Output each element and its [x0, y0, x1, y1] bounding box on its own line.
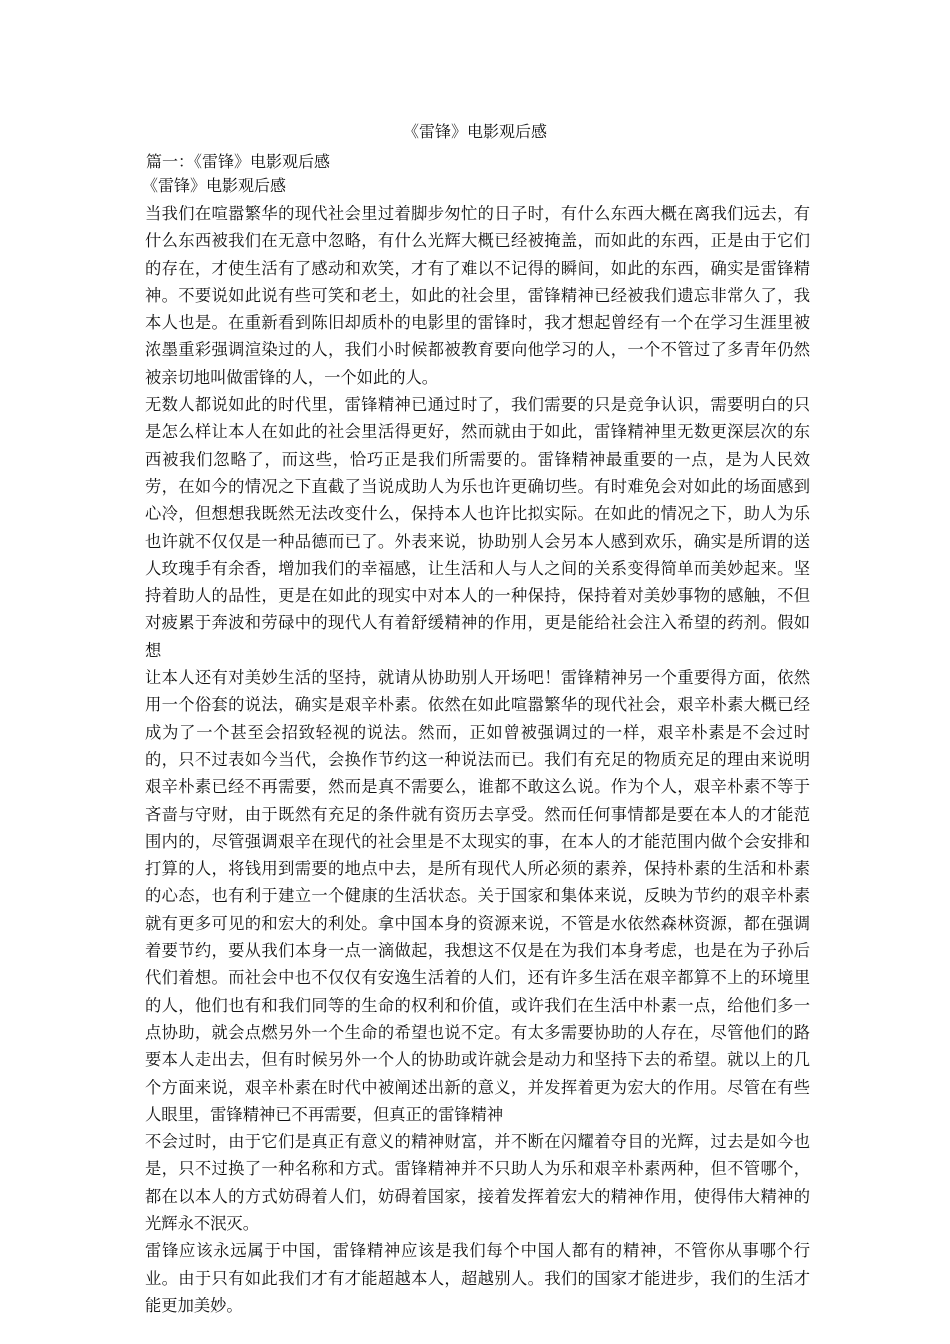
paragraph-1: 当我们在喧嚣繁华的现代社会里过着脚步匆忙的日子时，有什么东西大概在离我们远去，有什么东西被我们在无意中忽略，有什么光辉大概已经被掩盖，而如此的东西，正是由于它们的存在，才使生活有了感动和欢笑，才有了难以不记得的瞬间，如此的东西，确实是雷锋精神。不要说如此说有些可笑和老土，如此的社会里，雷锋精神已经被我们遗忘非常久了，我本人也是。在重新看到陈旧却质朴的电影里的雷锋时，我才想起曾经有一个在学习生涯里被浓墨重彩强调渲染过的人，我们小时候都被教育要向他学习的人，一个不管过了多青年仍然被亲切地叫做雷锋的人，一个如此的人。	[145, 204, 810, 387]
document-title: 《雷锋》电影观后感	[402, 122, 547, 141]
paragraph-4: 不会过时，由于它们是真正有意义的精神财富，并不断在闪耀着夺目的光辉，过去是如今也是，只不过换了一种名称和方式。雷锋精神并不只助人为乐和艰辛朴素两种，但不管哪个，都在以本人的方式妨碍着人们，妨碍着国家，接着发挥着宏大的精神作用，使得伟大精神的光辉永不泯灭。	[145, 1132, 810, 1233]
paragraph-5: 雷锋应该永远属于中国，雷锋精神应该是我们每个中国人都有的精神，不管你从事哪个行业。由于只有如此我们才有才能超越本人，超越别人。我们的国家才能进步，我们的生活才能更加美妙。	[145, 1241, 810, 1315]
section-heading: 篇一：《雷锋》电影观后感	[146, 152, 331, 171]
document-body	[145, 200, 810, 1319]
sub-heading: 《雷锋》电影观后感	[142, 176, 287, 195]
paragraph-3: 让本人还有对美妙生活的坚持，就请从协助别人开场吧！雷锋精神另一个重要得方面，依然用一个俗套的说法，确实是艰辛朴素。依然在如此喧嚣繁华的现代社会，艰辛朴素大概已经成为了一个甚至会招致轻视的说法。然而，正如曾被强调过的一样，艰辛朴素是不会过时的，只不过表如今当代，会换作节约这一种说法而已。我们有充足的物质充足的理由来说明艰辛朴素已经不再需要，然而是真不需要么，谁都不敢这么说。作为个人，艰辛朴素不等于吝啬与守财，由于既然有充足的条件就有资历去享受。然而任何事情都是要在本人的才能范围内的，尽管强调艰辛在现代的社会里是不太现实的事，在本人的才能范围内做个会安排和打算的人，将钱用到需要的地点中去，是所有现代人所必须的素养，保持朴素的生活和朴素的心态，也有利于建立一个健康的生活状态。关于国家和集体来说，反映为节约的艰辛朴素就有更多可见的和宏大的利处。拿中国本身的资源来说，不管是水依然森林资源，都在强调着要节约，要从我们本身一点一滴做起，我想这不仅是在为我们本身考虑，也是在为子孙后代们着想。而社会中也不仅仅有安逸生活着的人们，还有许多生活在艰辛都算不上的环境里的人，他们也有和我们同等的生命的权利和价值，或许我们在生活中朴素一点，给他们多一点协助，就会点燃另外一个生命的希望也说不定。有太多需要协助的人存在，尽管他们的路要本人走出去，但有时候另外一个人的协助或许就会是动力和坚持下去的希望。就以上的几个方面来说，艰辛朴素在时代中被阐述出新的意义，并发挥着更为宏大的作用。尽管在有些人眼里，雷锋精神已不再需要，但真正的雷锋精神	[145, 668, 810, 1124]
paragraph-2: 无数人都说如此的时代里，雷锋精神已通过时了，我们需要的只是竞争认识，需要明白的只是怎么样让本人在如此的社会里活得更好，然而就由于如此，雷锋精神里无数更深层次的东西被我们忽略了，而这些，恰巧正是我们所需要的。雷锋精神最重要的一点，是为人民效劳，在如今的情况之下直截了当说成助人为乐也许更确切些。有时难免会对如此的场面感到心冷，但想想我既然无法改变什么，保持本人也许比拟实际。在如此的情况之下，助人为乐也许就不仅仅是一种品德而已了。外表来说，协助别人会另本人感到欢乐，确实是所谓的送人玫瑰手有余香，增加我们的幸福感，让生活和人与人之间的关系变得简单而美妙起来。坚持着助人的品性，更是在如此的现实中对本人的一种保持，保持着对美妙事物的感触，不但对疲累于奔波和劳碌中的现代人有着舒缓精神的作用，更是能给社会注入希望的药剂。假如想	[145, 395, 810, 660]
